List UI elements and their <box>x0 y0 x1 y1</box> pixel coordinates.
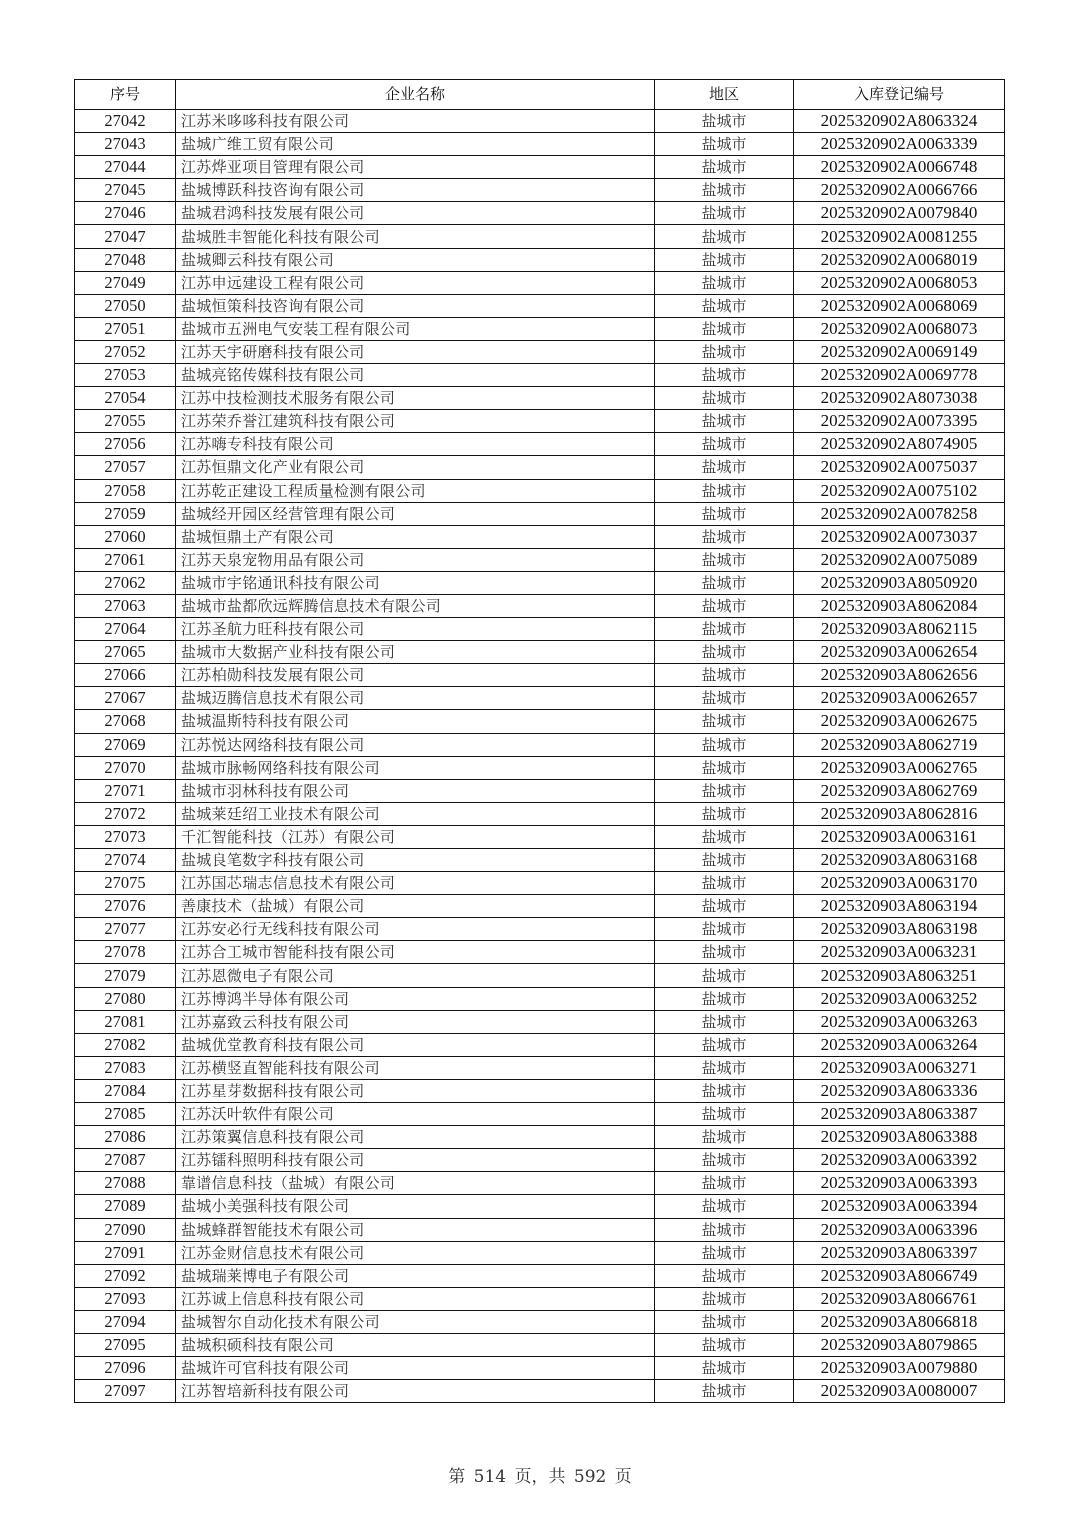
registration-code-cell: 2025320902A0068073 <box>794 317 1005 340</box>
table-row <box>75 733 1005 756</box>
region-cell: 盐城市 <box>655 849 794 872</box>
registration-code-cell: 2025320903A8063336 <box>794 1079 1005 1102</box>
table-row <box>75 802 1005 825</box>
registration-code-cell: 2025320903A0062654 <box>794 641 1005 664</box>
enterprise-name-cell: 盐城小美强科技有限公司 <box>176 1195 655 1218</box>
region-cell: 盐城市 <box>655 571 794 594</box>
enterprise-name-cell: 江苏合工城市智能科技有限公司 <box>176 941 655 964</box>
table-row <box>75 271 1005 294</box>
serial-number-cell: 27057 <box>75 456 176 479</box>
table-row <box>75 571 1005 594</box>
enterprise-name-cell: 盐城市脉畅网络科技有限公司 <box>176 756 655 779</box>
region-cell: 盐城市 <box>655 941 794 964</box>
region-cell: 盐城市 <box>655 1079 794 1102</box>
table-row <box>75 1310 1005 1333</box>
region-cell: 盐城市 <box>655 248 794 271</box>
serial-number-cell: 27088 <box>75 1172 176 1195</box>
enterprise-name-cell: 江苏国芯瑞志信息技术有限公司 <box>176 872 655 895</box>
enterprise-name-cell: 江苏中技检测技术服务有限公司 <box>176 387 655 410</box>
table-row <box>75 710 1005 733</box>
table-row <box>75 1010 1005 1033</box>
serial-number-cell: 27093 <box>75 1287 176 1310</box>
table-row <box>75 756 1005 779</box>
enterprise-name-cell: 江苏博鸿半导体有限公司 <box>176 987 655 1010</box>
registration-code-cell: 2025320902A0068053 <box>794 271 1005 294</box>
enterprise-name-cell: 盐城智尔自动化技术有限公司 <box>176 1310 655 1333</box>
registration-code-cell: 2025320902A8073038 <box>794 387 1005 410</box>
serial-number-cell: 27060 <box>75 525 176 548</box>
enterprise-name-cell: 江苏荣乔誉江建筑科技有限公司 <box>176 410 655 433</box>
region-cell: 盐城市 <box>655 410 794 433</box>
registration-code-cell: 2025320903A0062675 <box>794 710 1005 733</box>
enterprise-name-cell: 盐城亮铭传媒科技有限公司 <box>176 364 655 387</box>
region-cell: 盐城市 <box>655 1218 794 1241</box>
region-cell: 盐城市 <box>655 1287 794 1310</box>
table-row <box>75 618 1005 641</box>
region-cell: 盐城市 <box>655 1310 794 1333</box>
table-row <box>75 433 1005 456</box>
table-row <box>75 1056 1005 1079</box>
table-header-row <box>75 80 1005 110</box>
region-cell: 盐城市 <box>655 202 794 225</box>
table-row <box>75 825 1005 848</box>
serial-number-cell: 27073 <box>75 825 176 848</box>
registration-code-cell: 2025320902A8074905 <box>794 433 1005 456</box>
table-row <box>75 1218 1005 1241</box>
region-cell: 盐城市 <box>655 1056 794 1079</box>
enterprise-name-cell: 盐城许可官科技有限公司 <box>176 1357 655 1380</box>
table-row <box>75 179 1005 202</box>
serial-number-cell: 27043 <box>75 133 176 156</box>
enterprise-name-cell: 江苏恩微电子有限公司 <box>176 964 655 987</box>
registration-code-cell: 2025320903A8062816 <box>794 802 1005 825</box>
enterprise-name-cell: 江苏嘉致云科技有限公司 <box>176 1010 655 1033</box>
region-cell: 盐城市 <box>655 433 794 456</box>
enterprise-registry-sheet <box>74 79 1004 1403</box>
table-row <box>75 548 1005 571</box>
serial-number-cell: 27077 <box>75 918 176 941</box>
enterprise-name-cell: 江苏诚上信息科技有限公司 <box>176 1287 655 1310</box>
serial-number-cell: 27047 <box>75 225 176 248</box>
registration-code-cell: 2025320902A0068069 <box>794 294 1005 317</box>
table-row <box>75 294 1005 317</box>
serial-number-cell: 27052 <box>75 340 176 363</box>
region-cell: 盐城市 <box>655 1172 794 1195</box>
table-row <box>75 1079 1005 1102</box>
registration-code-cell: 2025320903A0063161 <box>794 825 1005 848</box>
enterprise-name-cell: 盐城市大数据产业科技有限公司 <box>176 641 655 664</box>
region-cell: 盐城市 <box>655 271 794 294</box>
serial-number-cell: 27097 <box>75 1380 176 1403</box>
registration-code-cell: 2025320903A8063251 <box>794 964 1005 987</box>
registration-code-cell: 2025320903A8079865 <box>794 1333 1005 1356</box>
serial-number-cell: 27075 <box>75 872 176 895</box>
header-enterprise-name: 企业名称 <box>176 80 655 110</box>
table-row <box>75 941 1005 964</box>
region-cell: 盐城市 <box>655 1357 794 1380</box>
registration-code-cell: 2025320903A8062769 <box>794 779 1005 802</box>
table-row <box>75 849 1005 872</box>
region-cell: 盐城市 <box>655 1195 794 1218</box>
registration-code-cell: 2025320903A8063388 <box>794 1126 1005 1149</box>
registration-code-cell: 2025320903A0062765 <box>794 756 1005 779</box>
region-cell: 盐城市 <box>655 456 794 479</box>
enterprise-name-cell: 江苏沃叶软件有限公司 <box>176 1103 655 1126</box>
table-row <box>75 1172 1005 1195</box>
enterprise-name-cell: 盐城君鸿科技发展有限公司 <box>176 202 655 225</box>
registration-code-cell: 2025320903A8063387 <box>794 1103 1005 1126</box>
registration-code-cell: 2025320903A0063396 <box>794 1218 1005 1241</box>
registration-code-cell: 2025320903A0063392 <box>794 1149 1005 1172</box>
table-row <box>75 1033 1005 1056</box>
serial-number-cell: 27062 <box>75 571 176 594</box>
registration-code-cell: 2025320902A0078258 <box>794 502 1005 525</box>
enterprise-name-cell: 江苏乾正建设工程质量检测有限公司 <box>176 479 655 502</box>
region-cell: 盐城市 <box>655 641 794 664</box>
table-row <box>75 1126 1005 1149</box>
enterprise-name-cell: 盐城市盐都欣远辉腾信息技术有限公司 <box>176 594 655 617</box>
serial-number-cell: 27045 <box>75 179 176 202</box>
enterprise-name-cell: 千汇智能科技（江苏）有限公司 <box>176 825 655 848</box>
table-row <box>75 248 1005 271</box>
serial-number-cell: 27066 <box>75 664 176 687</box>
table-row <box>75 110 1005 133</box>
region-cell: 盐城市 <box>655 340 794 363</box>
serial-number-cell: 27089 <box>75 1195 176 1218</box>
serial-number-cell: 27076 <box>75 895 176 918</box>
table-row <box>75 641 1005 664</box>
enterprise-name-cell: 江苏烨亚项目管理有限公司 <box>176 156 655 179</box>
table-row <box>75 364 1005 387</box>
table-row <box>75 202 1005 225</box>
enterprise-name-cell: 江苏嗨专科技有限公司 <box>176 433 655 456</box>
serial-number-cell: 27090 <box>75 1218 176 1241</box>
enterprise-name-cell: 盐城恒策科技咨询有限公司 <box>176 294 655 317</box>
enterprise-name-cell: 盐城市宇铭通讯科技有限公司 <box>176 571 655 594</box>
enterprise-name-cell: 江苏安必行无线科技有限公司 <box>176 918 655 941</box>
serial-number-cell: 27071 <box>75 779 176 802</box>
enterprise-name-cell: 盐城迈腾信息技术有限公司 <box>176 687 655 710</box>
table-row <box>75 1103 1005 1126</box>
registration-code-cell: 2025320902A0068019 <box>794 248 1005 271</box>
table-row <box>75 1264 1005 1287</box>
table-row <box>75 872 1005 895</box>
region-cell: 盐城市 <box>655 664 794 687</box>
table-row <box>75 225 1005 248</box>
serial-number-cell: 27081 <box>75 1010 176 1033</box>
table-row <box>75 987 1005 1010</box>
region-cell: 盐城市 <box>655 364 794 387</box>
registration-code-cell: 2025320903A0079880 <box>794 1357 1005 1380</box>
registration-code-cell: 2025320903A8062115 <box>794 618 1005 641</box>
serial-number-cell: 27096 <box>75 1357 176 1380</box>
region-cell: 盐城市 <box>655 687 794 710</box>
registration-code-cell: 2025320903A8063198 <box>794 918 1005 941</box>
enterprise-name-cell: 盐城市五洲电气安装工程有限公司 <box>176 317 655 340</box>
enterprise-name-cell: 盐城市羽林科技有限公司 <box>176 779 655 802</box>
serial-number-cell: 27050 <box>75 294 176 317</box>
header-registration-code: 入库登记编号 <box>794 80 1005 110</box>
table-row <box>75 895 1005 918</box>
table-row <box>75 317 1005 340</box>
table-row <box>75 1333 1005 1356</box>
registration-code-cell: 2025320903A0062657 <box>794 687 1005 710</box>
table-row <box>75 779 1005 802</box>
registration-code-cell: 2025320903A8050920 <box>794 571 1005 594</box>
serial-number-cell: 27070 <box>75 756 176 779</box>
registration-code-cell: 2025320903A8066761 <box>794 1287 1005 1310</box>
serial-number-cell: 27065 <box>75 641 176 664</box>
region-cell: 盐城市 <box>655 1241 794 1264</box>
region-cell: 盐城市 <box>655 1149 794 1172</box>
enterprise-name-cell: 盐城恒鼎土产有限公司 <box>176 525 655 548</box>
serial-number-cell: 27087 <box>75 1149 176 1172</box>
registration-code-cell: 2025320903A8062656 <box>794 664 1005 687</box>
serial-number-cell: 27063 <box>75 594 176 617</box>
region-cell: 盐城市 <box>655 548 794 571</box>
enterprise-name-cell: 江苏米哆哆科技有限公司 <box>176 110 655 133</box>
region-cell: 盐城市 <box>655 1033 794 1056</box>
region-cell: 盐城市 <box>655 872 794 895</box>
enterprise-name-cell: 江苏申远建设工程有限公司 <box>176 271 655 294</box>
region-cell: 盐城市 <box>655 779 794 802</box>
registration-code-cell: 2025320903A8066818 <box>794 1310 1005 1333</box>
serial-number-cell: 27069 <box>75 733 176 756</box>
serial-number-cell: 27049 <box>75 271 176 294</box>
region-cell: 盐城市 <box>655 594 794 617</box>
table-row <box>75 1357 1005 1380</box>
registration-code-cell: 2025320903A0063170 <box>794 872 1005 895</box>
enterprise-name-cell: 江苏天泉宠物用品有限公司 <box>176 548 655 571</box>
region-cell: 盐城市 <box>655 225 794 248</box>
region-cell: 盐城市 <box>655 964 794 987</box>
registration-code-cell: 2025320902A0073037 <box>794 525 1005 548</box>
registration-code-cell: 2025320902A0075102 <box>794 479 1005 502</box>
serial-number-cell: 27083 <box>75 1056 176 1079</box>
registration-code-cell: 2025320902A0075089 <box>794 548 1005 571</box>
serial-number-cell: 27094 <box>75 1310 176 1333</box>
registration-code-cell: 2025320902A0066766 <box>794 179 1005 202</box>
region-cell: 盐城市 <box>655 710 794 733</box>
enterprise-name-cell: 善康技术（盐城）有限公司 <box>176 895 655 918</box>
table-row <box>75 918 1005 941</box>
enterprise-name-cell: 江苏横竖直智能科技有限公司 <box>176 1056 655 1079</box>
region-cell: 盐城市 <box>655 502 794 525</box>
enterprise-table <box>74 79 1005 1403</box>
registration-code-cell: 2025320903A0080007 <box>794 1380 1005 1403</box>
enterprise-name-cell: 盐城莱廷绍工业技术有限公司 <box>176 802 655 825</box>
enterprise-name-cell: 盐城优堂教育科技有限公司 <box>176 1033 655 1056</box>
serial-number-cell: 27059 <box>75 502 176 525</box>
serial-number-cell: 27079 <box>75 964 176 987</box>
enterprise-name-cell: 盐城瑞莱博电子有限公司 <box>176 1264 655 1287</box>
enterprise-name-cell: 盐城蜂群智能技术有限公司 <box>176 1218 655 1241</box>
serial-number-cell: 27046 <box>75 202 176 225</box>
registration-code-cell: 2025320903A0063264 <box>794 1033 1005 1056</box>
region-cell: 盐城市 <box>655 294 794 317</box>
registration-code-cell: 2025320902A0075037 <box>794 456 1005 479</box>
table-row <box>75 456 1005 479</box>
table-row <box>75 1287 1005 1310</box>
enterprise-name-cell: 盐城积硕科技有限公司 <box>176 1333 655 1356</box>
enterprise-name-cell: 靠谱信息科技（盐城）有限公司 <box>176 1172 655 1195</box>
enterprise-name-cell: 盐城博跃科技咨询有限公司 <box>176 179 655 202</box>
registration-code-cell: 2025320902A8063324 <box>794 110 1005 133</box>
registration-code-cell: 2025320903A0063393 <box>794 1172 1005 1195</box>
table-row <box>75 1380 1005 1403</box>
serial-number-cell: 27086 <box>75 1126 176 1149</box>
enterprise-name-cell: 盐城卿云科技有限公司 <box>176 248 655 271</box>
serial-number-cell: 27068 <box>75 710 176 733</box>
region-cell: 盐城市 <box>655 618 794 641</box>
header-region: 地区 <box>655 80 794 110</box>
table-row <box>75 1149 1005 1172</box>
registration-code-cell: 2025320902A0081255 <box>794 225 1005 248</box>
region-cell: 盐城市 <box>655 1380 794 1403</box>
region-cell: 盐城市 <box>655 1333 794 1356</box>
region-cell: 盐城市 <box>655 317 794 340</box>
enterprise-name-cell: 江苏策翼信息科技有限公司 <box>176 1126 655 1149</box>
registration-code-cell: 2025320903A8063168 <box>794 849 1005 872</box>
table-row <box>75 964 1005 987</box>
region-cell: 盐城市 <box>655 1264 794 1287</box>
table-row <box>75 1195 1005 1218</box>
table-row <box>75 687 1005 710</box>
region-cell: 盐城市 <box>655 110 794 133</box>
table-row <box>75 525 1005 548</box>
registration-code-cell: 2025320902A0066748 <box>794 156 1005 179</box>
table-row <box>75 133 1005 156</box>
enterprise-name-cell: 江苏恒鼎文化产业有限公司 <box>176 456 655 479</box>
page-number-footer: 第 514 页，共 592 页 <box>448 1467 632 1487</box>
serial-number-cell: 27044 <box>75 156 176 179</box>
registration-code-cell: 2025320902A0079840 <box>794 202 1005 225</box>
enterprise-name-cell: 江苏悦达网络科技有限公司 <box>176 733 655 756</box>
registration-code-cell: 2025320903A8063397 <box>794 1241 1005 1264</box>
region-cell: 盐城市 <box>655 387 794 410</box>
region-cell: 盐城市 <box>655 1103 794 1126</box>
region-cell: 盐城市 <box>655 179 794 202</box>
region-cell: 盐城市 <box>655 895 794 918</box>
enterprise-name-cell: 盐城良笔数字科技有限公司 <box>176 849 655 872</box>
region-cell: 盐城市 <box>655 918 794 941</box>
registration-code-cell: 2025320902A0069778 <box>794 364 1005 387</box>
enterprise-name-cell: 盐城经开园区经营管理有限公司 <box>176 502 655 525</box>
region-cell: 盐城市 <box>655 733 794 756</box>
enterprise-name-cell: 江苏圣航力旺科技有限公司 <box>176 618 655 641</box>
enterprise-name-cell: 盐城胜丰智能化科技有限公司 <box>176 225 655 248</box>
registration-code-cell: 2025320903A8062719 <box>794 733 1005 756</box>
enterprise-name-cell: 江苏金财信息技术有限公司 <box>176 1241 655 1264</box>
enterprise-name-cell: 江苏星芽数据科技有限公司 <box>176 1079 655 1102</box>
table-row <box>75 156 1005 179</box>
registration-code-cell: 2025320903A0063252 <box>794 987 1005 1010</box>
serial-number-cell: 27078 <box>75 941 176 964</box>
registration-code-cell: 2025320903A0063231 <box>794 941 1005 964</box>
serial-number-cell: 27053 <box>75 364 176 387</box>
registration-code-cell: 2025320903A0063394 <box>794 1195 1005 1218</box>
serial-number-cell: 27082 <box>75 1033 176 1056</box>
enterprise-name-cell: 盐城温斯特科技有限公司 <box>176 710 655 733</box>
table-row <box>75 502 1005 525</box>
serial-number-cell: 27042 <box>75 110 176 133</box>
serial-number-cell: 27054 <box>75 387 176 410</box>
table-row <box>75 664 1005 687</box>
serial-number-cell: 27051 <box>75 317 176 340</box>
registration-code-cell: 2025320902A0063339 <box>794 133 1005 156</box>
table-row <box>75 479 1005 502</box>
serial-number-cell: 27085 <box>75 1103 176 1126</box>
region-cell: 盐城市 <box>655 525 794 548</box>
region-cell: 盐城市 <box>655 756 794 779</box>
table-row <box>75 387 1005 410</box>
serial-number-cell: 27072 <box>75 802 176 825</box>
serial-number-cell: 27080 <box>75 987 176 1010</box>
table-row <box>75 410 1005 433</box>
enterprise-name-cell: 盐城广维工贸有限公司 <box>176 133 655 156</box>
registration-code-cell: 2025320903A0063271 <box>794 1056 1005 1079</box>
region-cell: 盐城市 <box>655 479 794 502</box>
serial-number-cell: 27084 <box>75 1079 176 1102</box>
enterprise-name-cell: 江苏镭科照明科技有限公司 <box>176 1149 655 1172</box>
serial-number-cell: 27058 <box>75 479 176 502</box>
registration-code-cell: 2025320902A0073395 <box>794 410 1005 433</box>
region-cell: 盐城市 <box>655 1010 794 1033</box>
serial-number-cell: 27064 <box>75 618 176 641</box>
serial-number-cell: 27091 <box>75 1241 176 1264</box>
serial-number-cell: 27074 <box>75 849 176 872</box>
registration-code-cell: 2025320903A8063194 <box>794 895 1005 918</box>
table-row <box>75 340 1005 363</box>
serial-number-cell: 27055 <box>75 410 176 433</box>
enterprise-name-cell: 江苏智培新科技有限公司 <box>176 1380 655 1403</box>
registration-code-cell: 2025320903A8066749 <box>794 1264 1005 1287</box>
region-cell: 盐城市 <box>655 1126 794 1149</box>
table-body <box>75 110 1005 1403</box>
serial-number-cell: 27056 <box>75 433 176 456</box>
enterprise-name-cell: 江苏柏勋科技发展有限公司 <box>176 664 655 687</box>
serial-number-cell: 27067 <box>75 687 176 710</box>
serial-number-cell: 27092 <box>75 1264 176 1287</box>
registration-code-cell: 2025320902A0069149 <box>794 340 1005 363</box>
region-cell: 盐城市 <box>655 133 794 156</box>
registration-code-cell: 2025320903A8062084 <box>794 594 1005 617</box>
serial-number-cell: 27061 <box>75 548 176 571</box>
serial-number-cell: 27048 <box>75 248 176 271</box>
header-serial-number: 序号 <box>75 80 176 110</box>
region-cell: 盐城市 <box>655 987 794 1010</box>
table-row <box>75 1241 1005 1264</box>
table-row <box>75 594 1005 617</box>
region-cell: 盐城市 <box>655 825 794 848</box>
serial-number-cell: 27095 <box>75 1333 176 1356</box>
enterprise-name-cell: 江苏天宇研磨科技有限公司 <box>176 340 655 363</box>
region-cell: 盐城市 <box>655 156 794 179</box>
region-cell: 盐城市 <box>655 802 794 825</box>
registration-code-cell: 2025320903A0063263 <box>794 1010 1005 1033</box>
